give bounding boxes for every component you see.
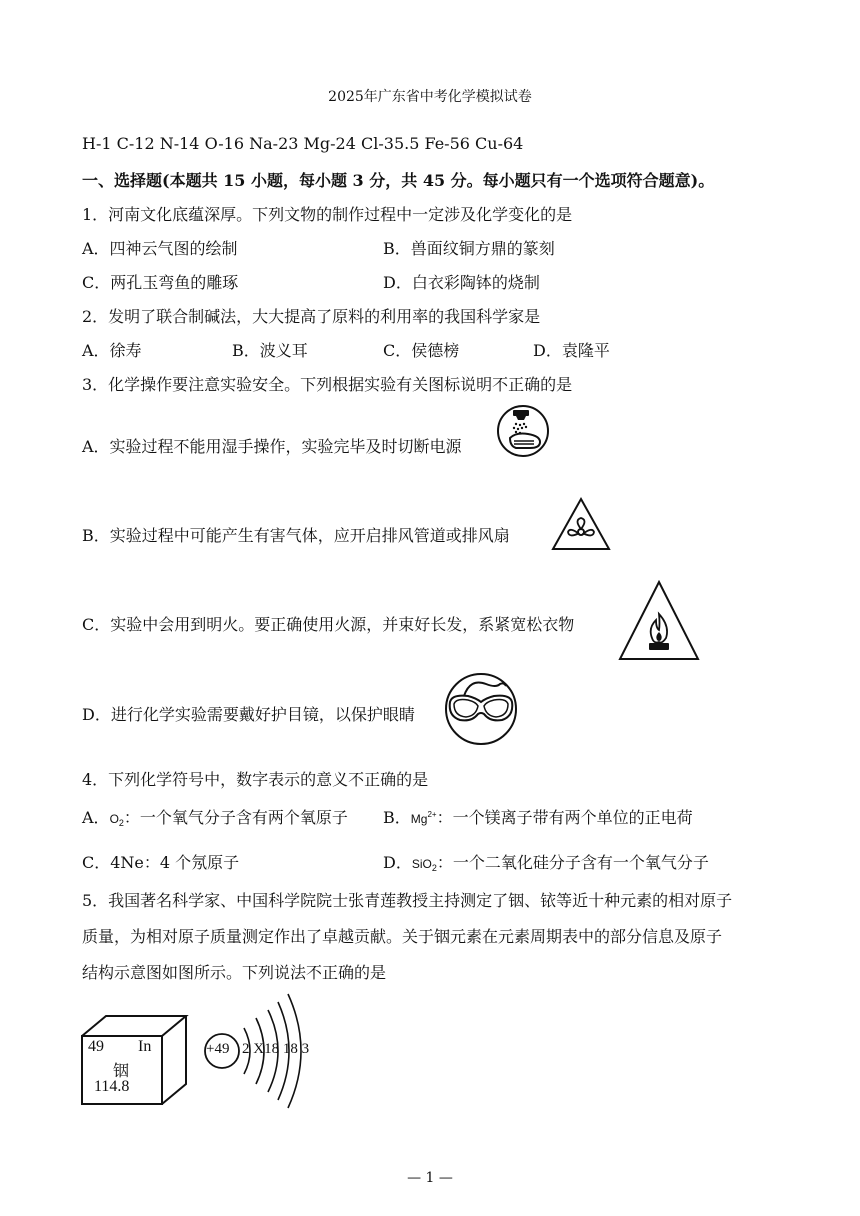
q3-stem: 3．化学操作要注意实验安全。下列根据实验有关图标说明不正确的是 bbox=[82, 375, 573, 394]
q2-option-a: A．徐寿 bbox=[82, 341, 142, 360]
q4-option-a-text: ：一个氧气分子含有两个氧原子 bbox=[123, 808, 348, 827]
q4-option-d-label: D． bbox=[383, 853, 412, 872]
q3-option-a: A．实验过程不能用湿手操作，实验完毕及时切断电源 bbox=[82, 437, 462, 456]
page-title: 2025年广东省中考化学模拟试卷 bbox=[328, 89, 532, 105]
open-flame-hazard-icon bbox=[618, 580, 700, 666]
q5-line-1: 5．我国著名科学家、中国科学院院士张青莲教授主持测定了铟、铱等近十种元素的相对原子 bbox=[82, 891, 733, 910]
oxygen-symbol-subscript: 2 bbox=[118, 818, 124, 828]
q1-option-d: D．白衣彩陶钵的烧制 bbox=[383, 273, 540, 292]
silicon-dioxide-letters: SiO bbox=[411, 857, 432, 871]
q2-option-d: D．袁隆平 bbox=[533, 341, 610, 360]
q2-stem: 2．发明了联合制碱法，大大提高了原料的利用率的我国科学家是 bbox=[82, 307, 541, 326]
q4-option-b bbox=[383, 805, 693, 828]
q4-option-b-label: B． bbox=[383, 808, 411, 827]
fan-hazard-icon bbox=[550, 496, 612, 556]
oxygen-symbol-letter: O bbox=[109, 812, 119, 826]
q3-option-b: B．实验过程中可能产生有害气体，应开启排风管道或排风扇 bbox=[82, 526, 510, 545]
element-symbol: In bbox=[138, 1038, 152, 1055]
q4-option-a bbox=[82, 805, 348, 828]
q1-stem: 1．河南文化底蕴深厚。下列文物的制作过程中一定涉及化学变化的是 bbox=[82, 205, 573, 224]
magnesium-ion-symbol bbox=[411, 812, 437, 826]
page-number: — 1 — bbox=[407, 1170, 453, 1186]
atomic-masses: H-1 C-12 N-14 O-16 Na-23 Mg-24 Cl-35.5 Fe-56 Cu-64 bbox=[82, 134, 524, 153]
q3-option-c: C．实验中会用到明火。要正确使用火源，并束好长发，系紧宽松衣物 bbox=[82, 615, 575, 634]
atomic-number: 49 bbox=[88, 1038, 104, 1055]
silicon-dioxide-symbol bbox=[412, 857, 437, 871]
safety-goggles-icon bbox=[440, 672, 522, 750]
element-name: 铟 bbox=[113, 1063, 130, 1080]
electron-shells: 2 X18 18 3 bbox=[242, 1041, 310, 1057]
section-heading: 一、选择题(本题共 15 小题，每小题 3 分，共 45 分。每小题只有一个选项符合题意)。 bbox=[82, 171, 715, 190]
q2-option-b: B．波义耳 bbox=[232, 341, 308, 360]
q3-option-d: D．进行化学实验需要戴好护目镜，以保护眼睛 bbox=[82, 705, 415, 724]
atom-structure-diagram bbox=[200, 992, 326, 1110]
q4-option-a-label: A． bbox=[82, 808, 110, 827]
magnesium-ion-charge: 2+ bbox=[427, 810, 437, 819]
q4-option-d-text: ：一个二氧化硅分子含有一个氧气分子 bbox=[436, 853, 709, 872]
q4-option-b-text: ：一个镁离子带有两个单位的正电荷 bbox=[436, 808, 693, 827]
q4-option-c: C．4Ne：4 个氖原子 bbox=[82, 853, 240, 872]
magnesium-ion-letters: Mg bbox=[410, 812, 428, 826]
q1-option-b: B．兽面纹铜方鼎的篆刻 bbox=[383, 239, 555, 258]
nucleus-charge: +49 bbox=[206, 1041, 230, 1057]
q1-option-a: A．四神云气图的绘制 bbox=[82, 239, 238, 258]
relative-atomic-mass: 114.8 bbox=[94, 1078, 130, 1095]
q5-line-3: 结构示意图如图所示。下列说法不正确的是 bbox=[82, 963, 387, 982]
oxygen-symbol bbox=[110, 812, 124, 826]
q4-stem: 4．下列化学符号中，数字表示的意义不正确的是 bbox=[82, 770, 429, 789]
q2-option-c: C．侯德榜 bbox=[383, 341, 460, 360]
q1-option-c: C．两孔玉弯鱼的雕琢 bbox=[82, 273, 239, 292]
q5-line-2: 质量，为相对原子质量测定作出了卓越贡献。关于铟元素在元素周期表中的部分信息及原子 bbox=[82, 927, 723, 946]
q4-option-d bbox=[383, 850, 709, 873]
wash-hands-icon bbox=[496, 404, 550, 462]
element-cell-indium bbox=[80, 1014, 190, 1106]
silicon-dioxide-subscript: 2 bbox=[431, 863, 437, 873]
